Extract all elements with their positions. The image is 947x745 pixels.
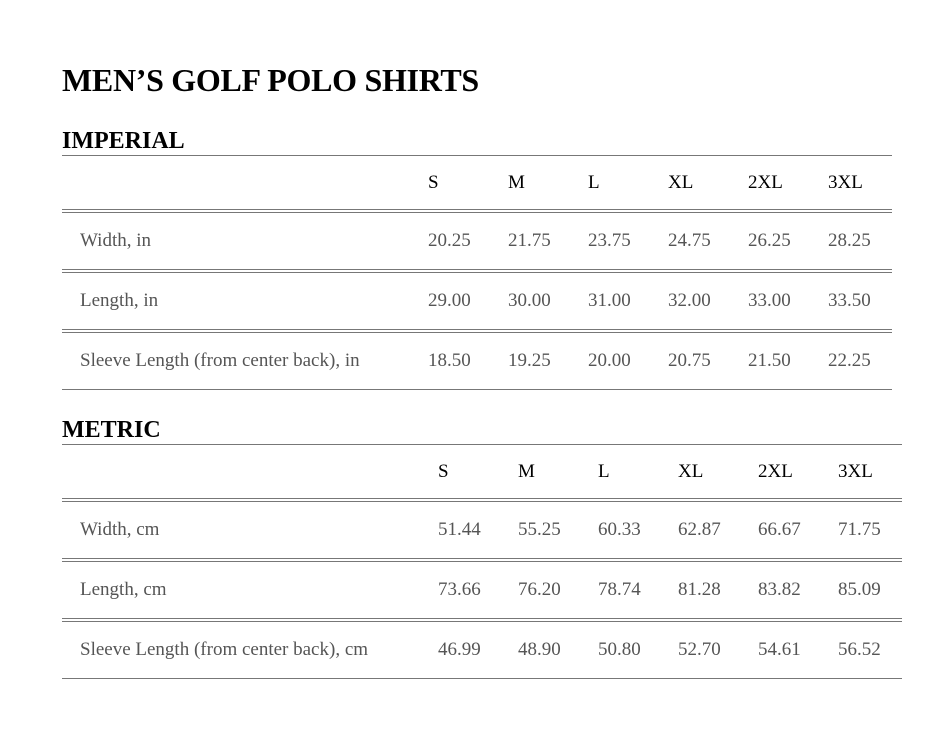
cell-value: 83.82 bbox=[758, 579, 801, 600]
table-row bbox=[62, 622, 902, 679]
cell-value: 20.75 bbox=[668, 350, 711, 371]
cell-value: 73.66 bbox=[438, 579, 481, 600]
size-header: XL bbox=[668, 171, 694, 193]
row-label: Sleeve Length (from center back), cm bbox=[80, 639, 369, 660]
metric-table bbox=[62, 444, 902, 679]
metric-section bbox=[62, 417, 902, 679]
table-row bbox=[62, 562, 902, 622]
size-header: 3XL bbox=[828, 171, 863, 193]
cell-value: 28.25 bbox=[828, 230, 871, 251]
cell-value: 21.75 bbox=[508, 230, 551, 251]
cell-value: 56.52 bbox=[838, 639, 881, 660]
table-row bbox=[62, 333, 892, 390]
size-header: XL bbox=[678, 460, 704, 482]
size-header: 2XL bbox=[758, 460, 793, 482]
size-header: L bbox=[598, 460, 610, 482]
imperial-title: IMPERIAL bbox=[62, 128, 185, 154]
cell-value: 85.09 bbox=[838, 579, 881, 600]
cell-value: 71.75 bbox=[838, 519, 881, 540]
cell-value: 81.28 bbox=[678, 579, 721, 600]
cell-value: 33.00 bbox=[748, 290, 791, 311]
cell-value: 19.25 bbox=[508, 350, 551, 371]
size-header: M bbox=[508, 171, 525, 193]
cell-value: 60.33 bbox=[598, 519, 641, 540]
size-header: M bbox=[518, 460, 535, 482]
cell-value: 23.75 bbox=[588, 230, 631, 251]
size-header: S bbox=[438, 460, 449, 482]
cell-value: 55.25 bbox=[518, 519, 561, 540]
row-label: Length, cm bbox=[80, 579, 167, 600]
cell-value: 29.00 bbox=[428, 290, 471, 311]
row-label: Width, cm bbox=[80, 519, 160, 540]
table-header-row bbox=[62, 445, 902, 502]
cell-value: 32.00 bbox=[668, 290, 711, 311]
cell-value: 46.99 bbox=[438, 639, 481, 660]
size-header: S bbox=[428, 171, 439, 193]
page-title: MEN’S GOLF POLO SHIRTS bbox=[62, 62, 479, 98]
cell-value: 20.25 bbox=[428, 230, 471, 251]
imperial-table bbox=[62, 155, 892, 390]
cell-value: 24.75 bbox=[668, 230, 711, 251]
cell-value: 30.00 bbox=[508, 290, 551, 311]
table-row bbox=[62, 273, 892, 333]
table-header-row bbox=[62, 156, 892, 213]
cell-value: 33.50 bbox=[828, 290, 871, 311]
table-row bbox=[62, 213, 892, 273]
row-label: Sleeve Length (from center back), in bbox=[80, 350, 360, 371]
cell-value: 26.25 bbox=[748, 230, 791, 251]
row-label: Width, in bbox=[80, 230, 152, 251]
size-header: 2XL bbox=[748, 171, 783, 193]
cell-value: 66.67 bbox=[758, 519, 801, 540]
cell-value: 22.25 bbox=[828, 350, 871, 371]
cell-value: 52.70 bbox=[678, 639, 721, 660]
metric-title: METRIC bbox=[62, 417, 161, 443]
cell-value: 18.50 bbox=[428, 350, 471, 371]
cell-value: 48.90 bbox=[518, 639, 561, 660]
cell-value: 76.20 bbox=[518, 579, 561, 600]
size-header: 3XL bbox=[838, 460, 873, 482]
cell-value: 31.00 bbox=[588, 290, 631, 311]
size-header: L bbox=[588, 171, 600, 193]
row-label: Length, in bbox=[80, 290, 159, 311]
cell-value: 21.50 bbox=[748, 350, 791, 371]
table-row bbox=[62, 502, 902, 562]
cell-value: 54.61 bbox=[758, 639, 801, 660]
imperial-section bbox=[62, 128, 892, 390]
cell-value: 50.80 bbox=[598, 639, 641, 660]
cell-value: 20.00 bbox=[588, 350, 631, 371]
cell-value: 51.44 bbox=[438, 519, 481, 540]
cell-value: 62.87 bbox=[678, 519, 721, 540]
cell-value: 78.74 bbox=[598, 579, 641, 600]
